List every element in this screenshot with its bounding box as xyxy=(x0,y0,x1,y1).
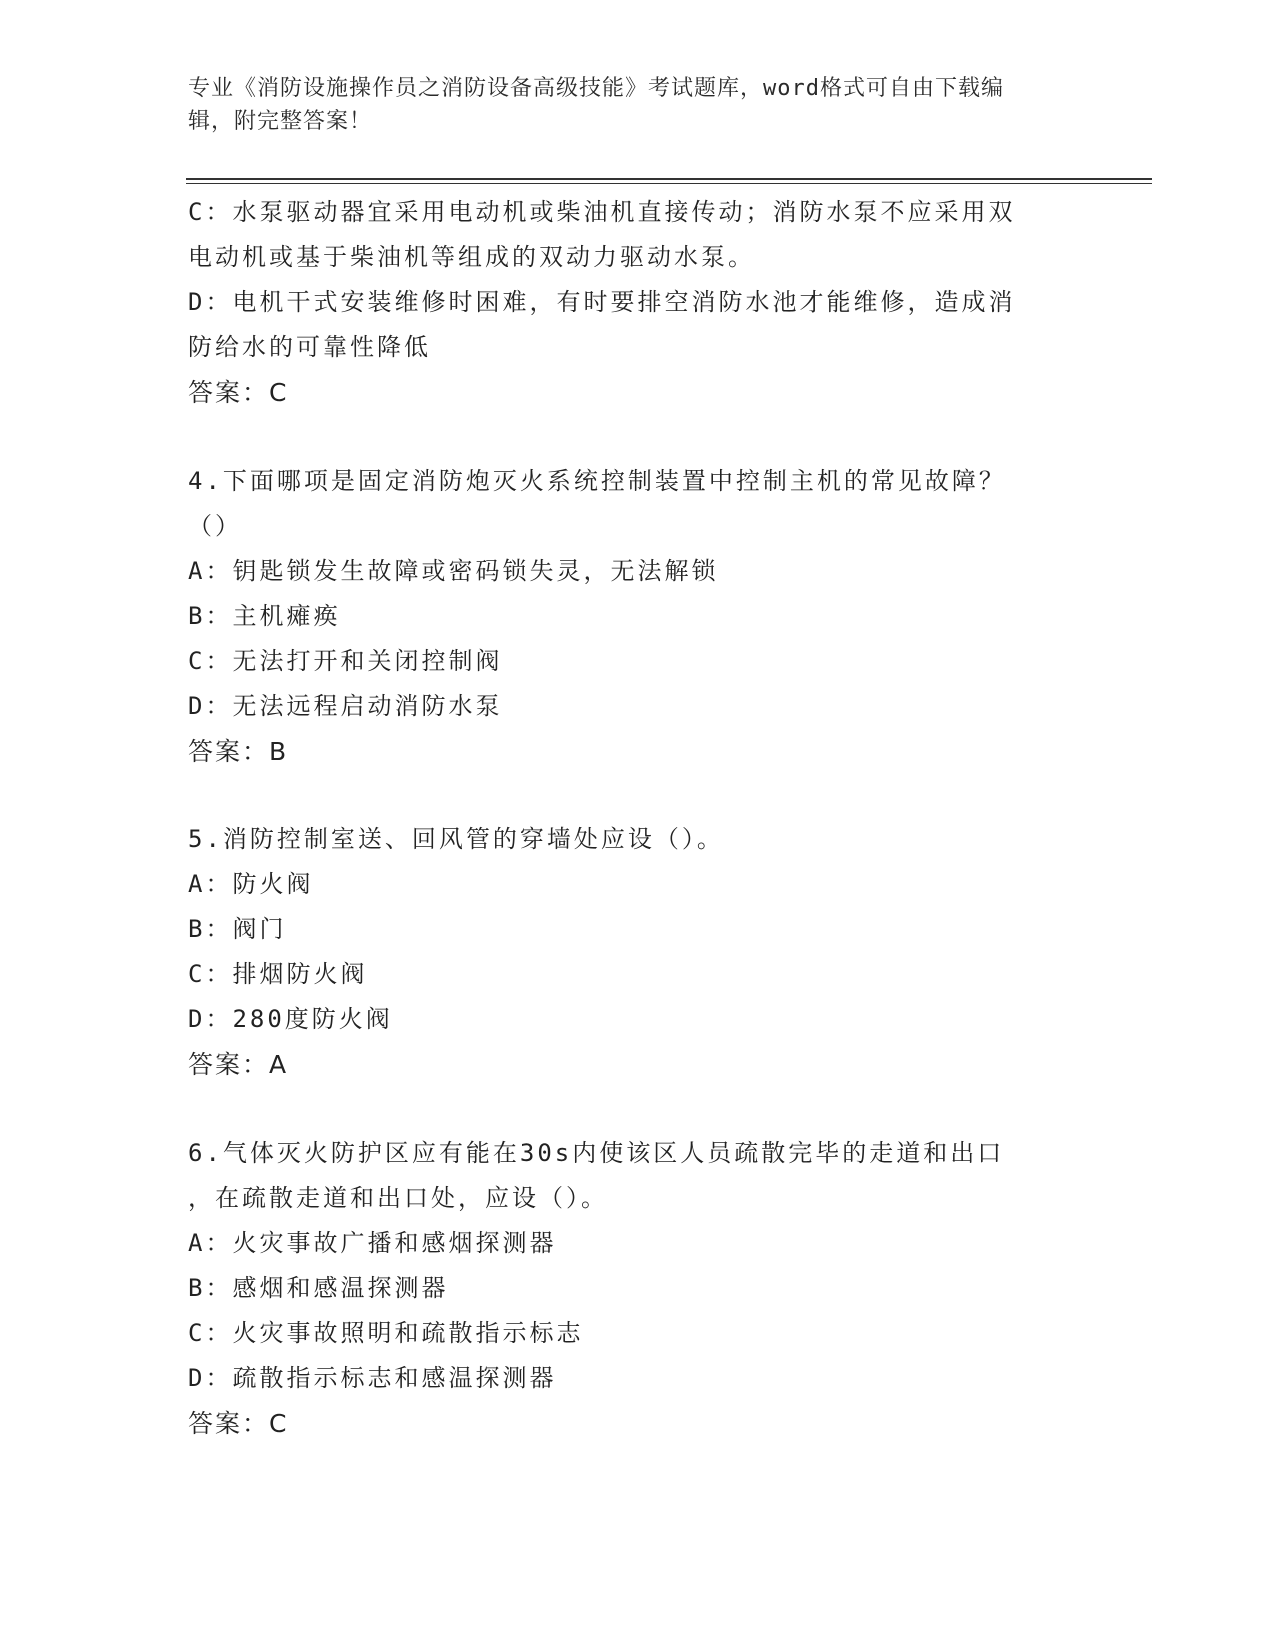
question-stem-line-2: ，在疏散走道和出口处，应设（）。 xyxy=(188,1184,608,1212)
answer-line: 答案：B xyxy=(188,737,289,766)
header-divider-thin xyxy=(186,183,1152,184)
option-c-line-2: 电动机或基于柴油机等组成的双动力驱动水泵。 xyxy=(188,243,755,271)
question-stem-line-1: 6.气体灭火防护区应有能在30s内使该区人员疏散完毕的走道和出口 xyxy=(188,1139,1005,1167)
option-a: A：防火阀 xyxy=(188,870,314,898)
header-line-2: 辑，附完整答案！ xyxy=(188,109,373,134)
question-stem-line-2: （） xyxy=(188,512,242,540)
question-6 xyxy=(188,1131,1088,1446)
header-line-1: 专业《消防设施操作员之消防设备高级技能》考试题库，word格式可自由下载编 xyxy=(188,76,1004,101)
question-4 xyxy=(188,459,1088,774)
option-d: D：无法远程启动消防水泵 xyxy=(188,692,503,720)
answer-line: 答案：C xyxy=(188,378,289,407)
option-a: A：钥匙锁发生故障或密码锁失灵，无法解锁 xyxy=(188,557,719,585)
option-d-line-2: 防给水的可靠性降低 xyxy=(188,333,431,361)
option-a: A：火灾事故广播和感烟探测器 xyxy=(188,1229,557,1257)
option-d-line-1: D：电机干式安装维修时困难，有时要排空消防水池才能维修，造成消 xyxy=(188,288,1016,316)
option-b: B：阀门 xyxy=(188,915,287,943)
question-content xyxy=(188,190,1088,1446)
option-d: D：疏散指示标志和感温探测器 xyxy=(188,1364,557,1392)
option-c: C：排烟防火阀 xyxy=(188,960,368,988)
option-d: D：280度防火阀 xyxy=(188,1005,393,1033)
option-c: C：火灾事故照明和疏散指示标志 xyxy=(188,1319,584,1347)
option-c: C：无法打开和关闭控制阀 xyxy=(188,647,503,675)
option-b: B：感烟和感温探测器 xyxy=(188,1274,449,1302)
page-header xyxy=(188,72,1068,138)
header-divider-thick xyxy=(186,178,1152,180)
question-3-tail xyxy=(188,190,1088,415)
option-b: B：主机瘫痪 xyxy=(188,602,341,630)
question-5 xyxy=(188,817,1088,1087)
question-stem-line-1: 5.消防控制室送、回风管的穿墙处应设（）。 xyxy=(188,825,724,853)
option-c-line-1: C：水泵驱动器宜采用电动机或柴油机直接传动；消防水泵不应采用双 xyxy=(188,198,1016,226)
question-stem-line-1: 4.下面哪项是固定消防炮灭火系统控制装置中控制主机的常见故障？ xyxy=(188,467,1006,495)
answer-line: 答案：A xyxy=(188,1050,289,1079)
answer-line: 答案：C xyxy=(188,1409,289,1438)
